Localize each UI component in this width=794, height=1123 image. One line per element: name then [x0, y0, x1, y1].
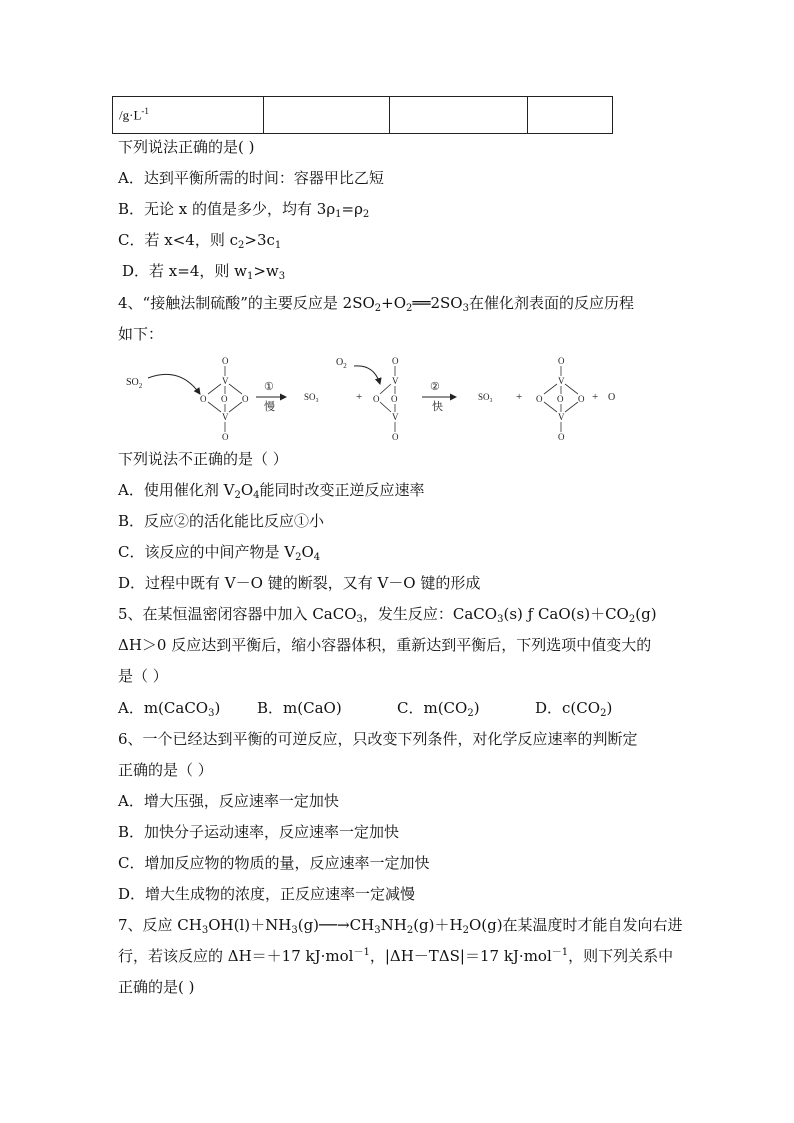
svg-text:O: O: [392, 356, 399, 366]
step2-label: 快: [432, 401, 443, 413]
svg-text:O: O: [222, 356, 229, 366]
q3-option-d: D．若 x=4，则 $w_1>w_3$: [122, 262, 286, 282]
q5-stem-line2: ΔH＞0 反应达到平衡后，缩小容器体积，重新达到平衡后，下列选项中值变大的: [118, 636, 652, 654]
q5-option-a: A．m(CaCO$_3$): [118, 699, 221, 719]
svg-text:O: O: [558, 356, 565, 366]
svg-text:V: V: [222, 412, 229, 422]
table-cell: [390, 97, 528, 134]
step1-number: ①: [264, 381, 274, 393]
svg-text:O: O: [200, 394, 207, 404]
q5-option-c: C．$m(CO_2)$: [397, 699, 480, 719]
svg-text:V: V: [392, 376, 399, 386]
q5-stem-line1: 5、在某恒温密闭容器中加入 CaCO$_3$，发生反应：CaCO$_3$(s) ƒ $CaO(s)+CO_2(g)$: [118, 605, 657, 625]
q4-stem-line1: 4、“接触法制硫酸”的主要反应是 $2SO_2+O_2══2SO_3$在催化剂表面的反应历程: [118, 294, 634, 314]
svg-text:V: V: [558, 376, 565, 386]
svg-text:O: O: [578, 394, 585, 404]
svg-text:V: V: [558, 412, 565, 422]
q4-option-c: C．该反应的中间产物是 $V_2O_4$: [118, 543, 321, 563]
o2-label: $O_2$: [336, 357, 347, 370]
catalyst-structure-1: [200, 356, 249, 442]
step1-label: 慢: [264, 401, 275, 413]
q5-option-b: B．m(CaO): [257, 699, 342, 717]
q4-option-b: B．反应②的活化能比反应①小: [118, 512, 325, 530]
o2-approach-arrow: [354, 366, 380, 384]
q7-stem-line3: 正确的是( ): [118, 978, 195, 996]
q6-option-d: D．增大生成物的浓度，正反应速率一定减慢: [118, 885, 416, 903]
catalyst-structure-2: [373, 356, 399, 442]
svg-text:V: V: [392, 412, 399, 422]
q3-option-c: C．若 x<4，则 $c_2>3c_1$: [118, 231, 282, 251]
q6-stem-line1: 6、一个已经达到平衡的可逆反应，只改变下列条件，对化学反应速率的判断定: [118, 730, 638, 748]
svg-text:O: O: [558, 432, 565, 442]
svg-text:O: O: [221, 394, 228, 404]
svg-text:V: V: [222, 376, 229, 386]
q6-option-a: A．增大压强，反应速率一定加快: [118, 792, 339, 810]
q3-prompt: 下列说法正确的是( ): [118, 138, 255, 156]
svg-text:O: O: [373, 394, 380, 404]
so2-approach-arrow: [148, 374, 200, 394]
q5-stem-line3: 是（ ）: [118, 667, 168, 685]
q4-option-a: A．使用催化剂 $V_2O_4$能同时改变正逆反应速率: [118, 481, 425, 501]
so3-product-2: SO₃: [478, 392, 493, 402]
reaction-mechanism-diagram: [118, 352, 638, 442]
q3-option-b: B．无论 x 的值是多少，均有 $3\rho_1=\rho_2$: [118, 200, 370, 220]
q4-stem-line2: 如下：: [118, 325, 164, 343]
svg-text:O: O: [242, 394, 249, 404]
data-table-fragment: [112, 96, 613, 134]
plus-sign-1: +: [356, 391, 363, 403]
q7-stem-line2: 行，若该反应的 ΔH＝＋17 kJ·mol$^{-1}$，|ΔH－TΔS|＝17 kJ·mol$^{-1}$，则下列关系中: [118, 947, 674, 965]
table-unit-cell: $/g\cdot L^{-1}$: [113, 97, 264, 134]
so3-product-1: SO₃: [304, 392, 319, 402]
oxygen-atom-product: O: [608, 392, 616, 403]
plus-sign-3: +: [592, 391, 599, 403]
catalyst-structure-3: [536, 356, 585, 442]
svg-text:O: O: [392, 432, 399, 442]
plus-sign-2: +: [516, 391, 523, 403]
q4-prompt: 下列说法不正确的是（ ）: [118, 450, 288, 468]
q6-stem-line2: 正确的是（ ）: [118, 761, 213, 779]
q5-option-d: D．$c(CO_2)$: [535, 699, 613, 719]
q4-option-d: D．过程中既有 V－O 键的断裂，又有 V－O 键的形成: [118, 574, 481, 592]
table-cell: [264, 97, 390, 134]
svg-text:O: O: [391, 394, 398, 404]
table-row: [113, 97, 613, 134]
q3-option-a: A．达到平衡所需的时间：容器甲比乙短: [118, 169, 384, 187]
q6-option-c: C．增加反应物的物质的量，反应速率一定加快: [118, 854, 430, 872]
q7-stem-line1: 7、反应 $CH_3OH(l)+NH_3(g)──\to CH_3NH_2(g)+H_2O(g)$在某温度时才能自发向右进: [118, 916, 683, 936]
table-cell: [528, 97, 613, 134]
q6-option-b: B．加快分子运动速率，反应速率一定加快: [118, 823, 400, 841]
so2-label: $SO_2$: [126, 377, 143, 390]
svg-text:O: O: [557, 394, 564, 404]
svg-text:O: O: [536, 394, 543, 404]
svg-text:O: O: [222, 432, 229, 442]
step2-number: ②: [430, 381, 440, 393]
